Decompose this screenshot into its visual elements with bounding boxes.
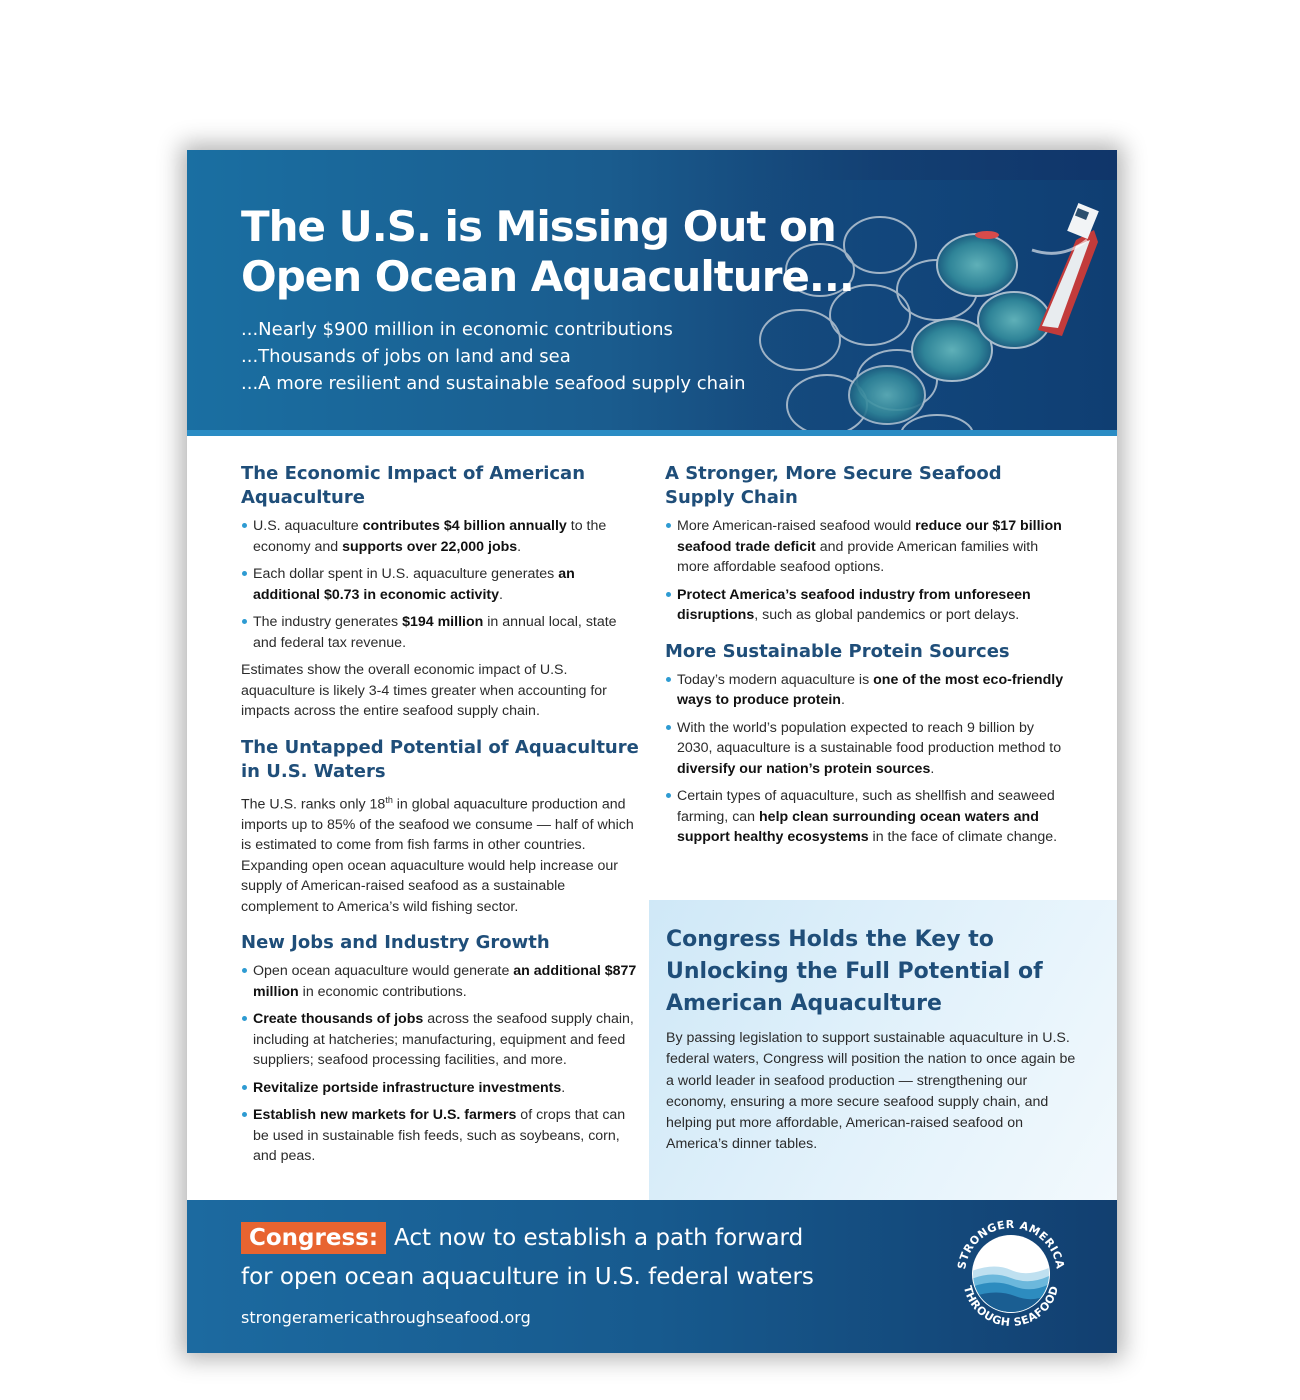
bullet-list (665, 670, 1065, 848)
list-item: With the world’s population expected to reach 9 billion by 2030, aquaculture is a sustainable food production method to diversify our nation’s protein sources. (665, 718, 1065, 780)
list-item: U.S. aquaculture contributes $4 billion annually to the economy and supports over 22,000 jobs. (241, 516, 641, 557)
section-heading: New Jobs and Industry Growth (241, 932, 550, 954)
untapped-potential-section (241, 736, 641, 918)
list-item: Create thousands of jobs across the seafood supply chain, including at hatcheries; manufacturing, equipment and feed suppliers; seafood processing facilities, and more. (241, 1009, 641, 1071)
section-heading: The Untapped Potential of Aquaculture in U.S. Waters (241, 736, 639, 782)
callout-heading: Congress Holds the Key to Unlocking the Full Potential of American Aquaculture (666, 927, 1043, 1016)
list-item: Certain types of aquaculture, such as shellfish and seaweed farming, can help clean surrounding ocean waters and support healthy ecosystems in the face of climate change. (665, 786, 1065, 848)
cta-line-1: Congress: Act now to establish a path forward (241, 1222, 803, 1254)
bullet-list (241, 961, 641, 1167)
list-item: More American-raised seafood would reduce our $17 billion seafood trade deficit and provide American families with more affordable seafood options. (665, 516, 1065, 578)
list-item: Open ocean aquaculture would generate an additional $877 million in economic contributions. (241, 961, 641, 1002)
list-item: Protect America’s seafood industry from unforeseen disruptions, such as global pandemics or port delays. (665, 585, 1065, 626)
list-item: Today’s modern aquaculture is one of the most eco-friendly ways to produce protein. (665, 670, 1065, 711)
supply-chain-section (665, 462, 1065, 626)
subtitle-line: ...A more resilient and sustainable seafood supply chain (241, 373, 746, 394)
footer-banner (187, 1200, 1117, 1353)
header-divider (187, 430, 1117, 436)
bullet-list (241, 516, 641, 653)
congress-callout (649, 900, 1117, 1200)
jobs-growth-section (241, 931, 641, 1167)
svg-text:STRONGER AMERICA: STRONGER AMERICA (955, 1217, 1067, 1271)
protein-section (665, 640, 1065, 848)
right-column (665, 462, 1065, 862)
svg-text:THROUGH SEAFOOD: THROUGH SEAFOOD (960, 1284, 1062, 1330)
subtitle-line: ...Thousands of jobs on land and sea (241, 346, 571, 367)
header-banner (187, 150, 1117, 430)
body-paragraph: Estimates show the overall economic impact of U.S. aquaculture is likely 3-4 times greater when accounting for impacts across the entire seafood supply chain. (241, 662, 607, 719)
website-link[interactable]: strongeramericathroughseafood.org (241, 1308, 531, 1327)
bullet-list (665, 516, 1065, 626)
list-item: Establish new markets for U.S. farmers of crops that can be used in sustainable fish feeds, such as soybeans, corn, and peas. (241, 1105, 641, 1167)
section-heading: A Stronger, More Secure Seafood Supply Chain (665, 463, 1002, 508)
body-paragraph: The U.S. ranks only 18th in global aquaculture production and imports up to 85% of the seafood we consume — half of which is estimated to come from fish farms in other countries. Expanding open ocean aquaculture would help increase our supply of American-raised seafood as a sustainable complement to America’s wild fishing sector. (241, 794, 634, 915)
congress-badge: Congress: (241, 1222, 386, 1254)
left-column (241, 462, 641, 1181)
subtitle-line: ...Nearly $900 million in economic contributions (241, 319, 673, 340)
economic-impact-section (241, 462, 641, 722)
cta-line-2: for open ocean aquaculture in U.S. federal waters (241, 1264, 814, 1290)
page-title: The U.S. is Missing Out on Open Ocean Aquaculture... (241, 202, 854, 301)
section-heading: More Sustainable Protein Sources (665, 640, 1010, 662)
flyer-page (187, 150, 1117, 1353)
list-item: The industry generates $194 million in annual local, state and federal tax revenue. (241, 612, 641, 653)
list-item: Revitalize portside infrastructure investments. (241, 1078, 641, 1099)
header-subtitles (241, 316, 746, 397)
section-heading: The Economic Impact of American Aquaculture (241, 463, 586, 508)
callout-text: By passing legislation to support sustainable aquaculture in U.S. federal waters, Congress will position the nation to once again be a world leader in seafood production — strengthening our economy, ensuring a more secure seafood supply chain, and helping put more affordable, American-raised seafood on America’s dinner tables. (666, 1030, 1076, 1153)
list-item: Each dollar spent in U.S. aquaculture generates an additional $0.73 in economic activity. (241, 564, 641, 605)
seafood-logo-icon (949, 1212, 1073, 1336)
